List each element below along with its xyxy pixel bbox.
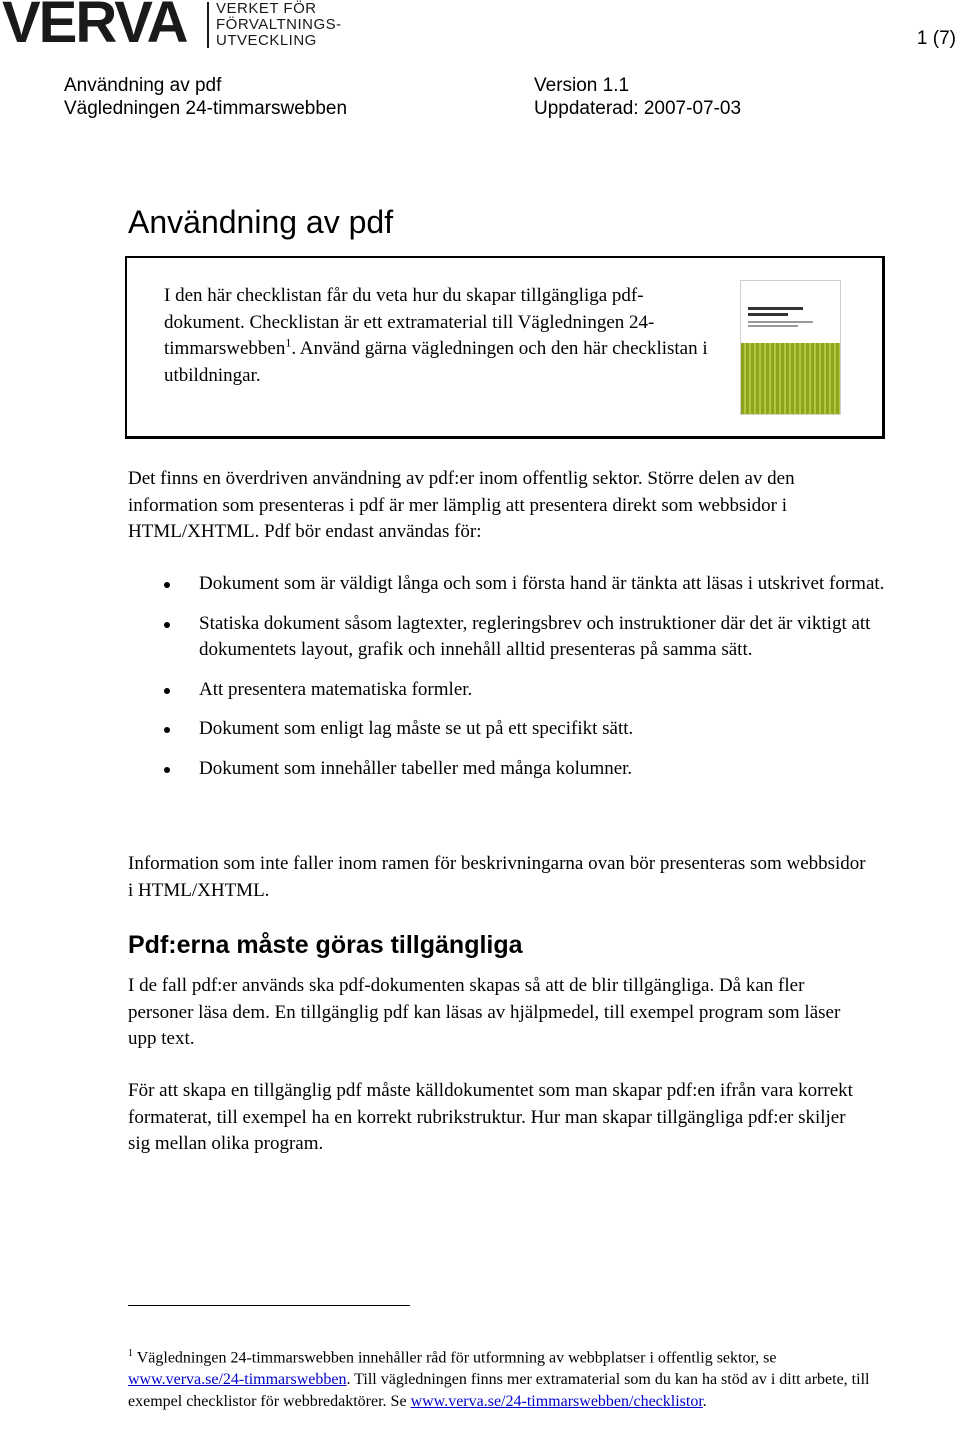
footnote-link-guide[interactable]: www.verva.se/24-timmarswebben — [128, 1371, 347, 1389]
footnote-link-checklists[interactable]: www.verva.se/24-timmarswebben/checklistor — [410, 1393, 703, 1411]
bullet-icon — [164, 727, 170, 733]
list-item-text: Dokument som är väldigt långa och som i första hand är tänkta att läsas i utskrivet format. — [199, 573, 885, 594]
logo-divider — [207, 2, 209, 48]
bullet-icon — [164, 622, 170, 628]
bullet-icon — [164, 767, 170, 773]
list-item — [128, 716, 888, 743]
bullet-icon — [164, 582, 170, 588]
page-number: 1 (7) — [916, 28, 956, 49]
list-item — [128, 571, 888, 598]
paragraph-3: I de fall pdf:er används ska pdf-dokumenten skapas så att de blir tillgängliga. Då kan fler personer läsa dem. En tillgänglig pdf kan läsas av hjälpmedel, till exempel program som läser upp text. — [128, 975, 841, 1049]
paragraph-4: För att skapa en tillgänglig pdf måste källdokumentet som man skapar pdf:en ifrån vara korrekt formaterat, till exempel ha en korrekt rubrikstruktur. Hur man skapar tillgängliga pdf:er skiljer sig mellan olika program. — [128, 1080, 853, 1154]
list-item-text: Att presentera matematiska formler. — [199, 678, 473, 700]
guide-cover-thumbnail — [740, 280, 841, 415]
list-item — [128, 611, 888, 664]
footnote-text-a: Vägledningen 24-timmarswebben innehåller råd för utformning av webbplatser i offentlig sektor, se — [133, 1349, 777, 1367]
intro-text — [164, 283, 724, 389]
section-heading: Pdf:erna måste göras tillgängliga — [128, 931, 523, 959]
intro-text-b: . Använd gärna vägledningen och den här checklistan i utbildningar. — [164, 338, 708, 386]
header-version: Version 1.1 — [534, 75, 630, 96]
footnote-number: 1 — [128, 1348, 133, 1359]
logo-tagline — [216, 1, 342, 49]
list-item-text: Statiska dokument såsom lagtexter, regleringsbrev och instruktioner där det är viktigt att dokumentets layout, grafik och innehåll alltid presenteras på samma sätt. — [199, 612, 871, 660]
footnote-ref[interactable]: 1 — [285, 335, 292, 350]
footnote-separator — [128, 1305, 410, 1306]
footnote-text-c: . — [702, 1393, 707, 1411]
bullet-icon — [164, 688, 170, 694]
header-series: Vägledningen 24-timmarswebben — [64, 98, 348, 119]
usage-bullet-list — [128, 571, 888, 782]
list-item — [128, 677, 888, 704]
footnote — [128, 1343, 888, 1413]
logo-tagline-line-1: VERKET FÖR — [216, 0, 317, 17]
paragraph-2: Information som inte faller inom ramen för beskrivningarna ovan bör presenteras som webbsidor i HTML/XHTML. — [128, 853, 866, 901]
intro-text-a: I den här checklistan får du veta hur du skapar tillgängliga pdf-dokument. Checklistan är ett extramaterial till Vägledningen 24-timmarswebben — [164, 285, 655, 359]
page-title: Användning av pdf — [128, 204, 394, 240]
header-doc-title: Användning av pdf — [64, 75, 222, 96]
list-item — [128, 756, 888, 783]
footnote-text-b: . Till vägledningen finns mer extramaterial som du kan ha stöd av i ditt arbete, till exempel checklistor för webbredaktörer. Se — [128, 1371, 870, 1411]
logo-tagline-line-2: FÖRVALTNINGS- — [216, 16, 342, 33]
logo-tagline-line-3: UTVECKLING — [216, 32, 317, 49]
verva-logo: VERVA — [2, 0, 187, 55]
header-updated: Uppdaterad: 2007-07-03 — [534, 98, 742, 119]
cover-stripe-pattern — [741, 343, 840, 414]
paragraph-1: Det finns en överdriven användning av pdf:er inom offentlig sektor. Större delen av den information som presenteras i pdf är mer lämplig att presentera direkt som webbsidor i HTML/XHTML. Pdf bör endast användas för: — [128, 468, 795, 542]
list-item-text: Dokument som innehåller tabeller med många kolumner. — [199, 757, 633, 779]
list-item-text: Dokument som enligt lag måste se ut på ett specifikt sätt. — [199, 718, 634, 739]
